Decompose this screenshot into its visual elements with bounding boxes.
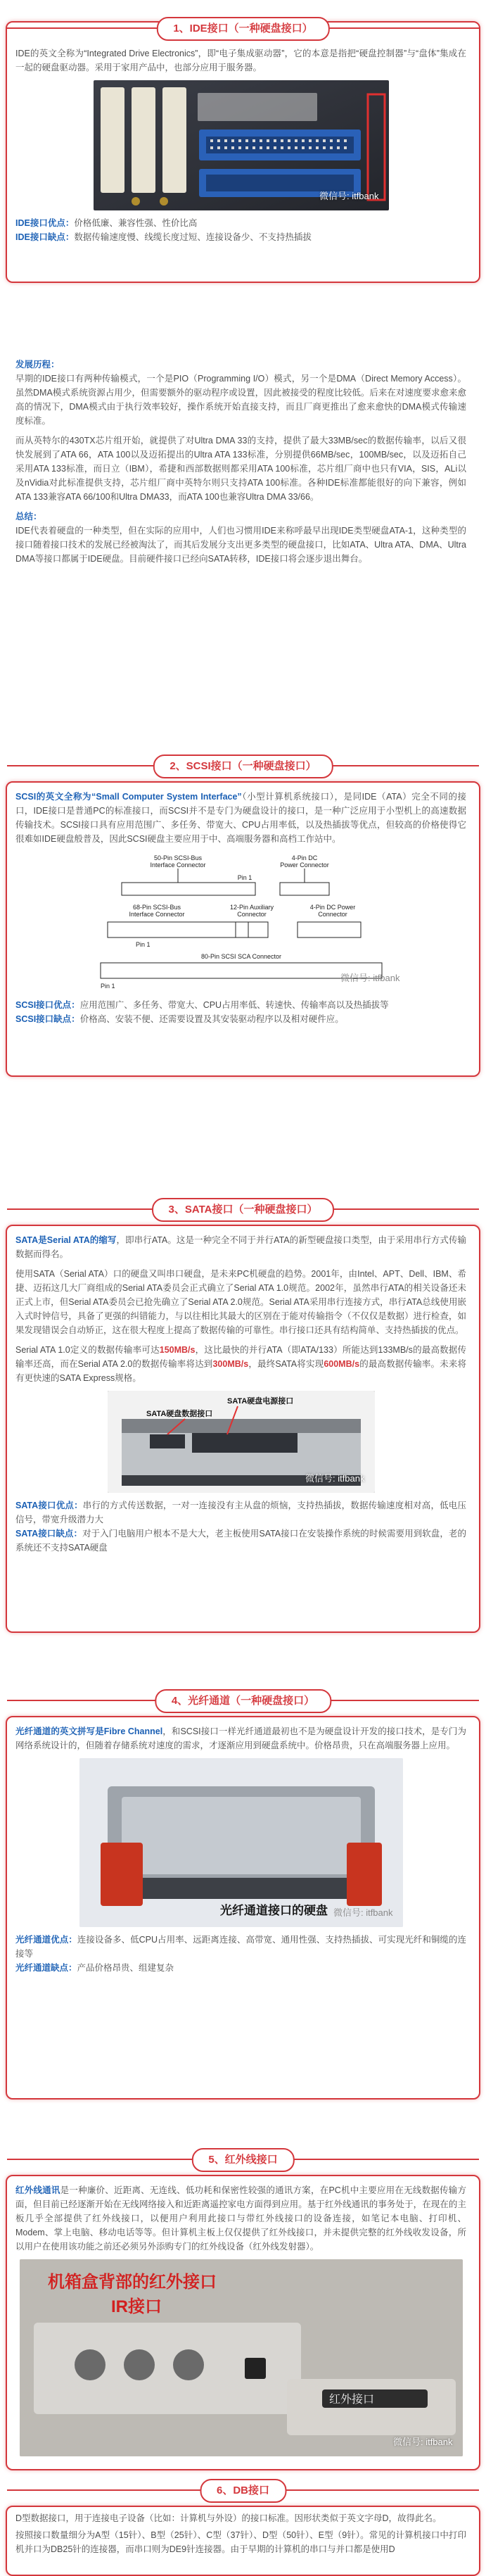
ide-summary-text: IDE代表着硬盘的一种类型，但在实际的应用中，人们也习惯用IDE来称呼最早出现IDE类型硬盘ATA-1，这种类型的接口随着接口技术的发展已经被淘汰了，而其后发展分支出更多类型的硬盘接口，比如ATA、Ultra ATA、DMA、Ultra DMA等接口都属于IDE硬盘。目前硬件接口已经向SATA转移，IDE接口将会逐步退出舞台。 xyxy=(15,526,466,564)
diag-4pin-b: 4-Pin DC Power xyxy=(309,904,355,911)
section-sata-header xyxy=(7,1197,479,1222)
fc-pros-text: 连接设备多、低CPU占用率、远距离连接、高带宽、通用性强、支持热插拔、可实现光纤和铜缆的连接等 xyxy=(15,1935,466,1959)
ide-summary-label: 总结： xyxy=(15,512,42,522)
diag-pin1-c: Pin 1 xyxy=(100,983,115,990)
sata-image-watermark: 微信号: itfbank xyxy=(305,1473,365,1484)
ide-motherboard-image xyxy=(94,80,389,210)
sata-p2: 使用SATA（Serial ATA）口的硬盘又叫串口硬盘，是未来PC机硬盘的趋势。2001年，由Intel、APT、Dell、IBM、希捷、迈拓这几大厂商组成的Serial ATA委员会正式确立了Serial ATA 1.0规范。2002年，虽然串行ATA的相关设备还未正式上市，但Serial ATA委员会已抢先确立了Serial ATA 2.0规范。Serial ATA采用串行连接方式，串行ATA总线使用嵌入式时钟信号，具备了更强的纠错能力，与以往相比其最大的区别在于能对传输指令（不仅仅是数据）进行检查，如果发现错误会自动矫正，这在很大程度上提高了数据传输的可靠性。串行接口还具有结构简单、支持热插拔的优点。 xyxy=(15,1269,466,1335)
ide-pros-text: 价格低廉、兼容性强、性价比高 xyxy=(74,218,198,228)
ide-pros-label: IDE接口优点： xyxy=(15,218,75,228)
sata-p3-e: ，最终SATA将实现 xyxy=(248,1359,324,1369)
fc-cons-label: 光纤通道缺点： xyxy=(15,1963,77,1973)
ide-cons xyxy=(15,230,466,244)
ide-image-watermark: 微信号: itfbank xyxy=(319,191,379,201)
diag-68pin-label: 68-Pin SCSI-Bus xyxy=(132,904,181,911)
scsi-cons-label: SCSI接口缺点： xyxy=(15,1014,80,1024)
sata-cons-text: 对于入门电脑用户根本不是大大，老主板使用SATA接口在安装操作系统的时候需要用到软盘，老的系统还不支持SATA硬盘 xyxy=(15,1529,467,1553)
section-scsi-title: 2、SCSI接口（一种硬盘接口） xyxy=(153,755,333,778)
section-ide-content xyxy=(15,46,466,250)
ide-pros xyxy=(15,216,466,230)
section-db-title: 6、DB接口 xyxy=(200,2479,286,2503)
ide-history-2: 而从英特尔的430TX芯片组开始，就提供了对Ultra DMA 33的支持，提供了最大33MB/sec的数据传输率，以后又很快发展到了ATA 66，ATA 100以及迈拓提出的Ultra ATA 133标准，分别提供66MB/sec，100MB/sec，以及迈拓自己采用ATA 133标准，而日立（IBM），希捷和西部数据则都采用ATA 100标准，芯片组厂商中也只有VIA，SIS，ALi以及nVidia对此标准提供支持，芯片组厂商中英特尔则只支持ATA 100标准。各种IDE标准都能很好的向下兼容，例如ATA 133兼容ATA 66/100和Ultra DMA33，而ATA 100也兼容Ultra DMA 33/66。 xyxy=(15,436,466,502)
ir-panel-svg xyxy=(20,2259,463,2456)
db-p1: D型数据接口，用于连接电子设备（比如：计算机与外设）的接口标准。因形状类似于英文字母D，故得此名。 xyxy=(15,2513,442,2523)
sata-p3-c: ，这比最快的并行ATA（即ATA/133）所能达到133MB/s的最高数据传输率还高，而在Serial ATA 2.0的数据传输率将达到 xyxy=(15,1345,466,1369)
section-fc-title: 4、光纤通道（一种硬盘接口） xyxy=(155,1689,331,1713)
sata-drive-image xyxy=(108,1391,375,1493)
section-ide-title: 1、IDE接口（一种硬盘接口） xyxy=(156,17,329,41)
scsi-intro xyxy=(15,790,466,846)
sata-pros-label: SATA接口优点： xyxy=(15,1501,83,1510)
section-sata-title: 3、SATA接口（一种硬盘接口） xyxy=(152,1198,335,1222)
diag-4pin-b-conn: Connector xyxy=(317,911,347,918)
ide-cons-label: IDE接口缺点： xyxy=(15,232,75,242)
sata-cons xyxy=(15,1527,466,1555)
sata-p3-b: 150MB/s xyxy=(159,1345,196,1355)
scsi-image-watermark: 微信号: itfbank xyxy=(340,973,400,983)
diag-4pin-pc: Power Connector xyxy=(279,861,329,869)
fc-pros-label: 光纤通道优点： xyxy=(15,1935,77,1945)
scsi-cons xyxy=(15,1012,466,1026)
fc-image-watermark: 微信号: itfbank xyxy=(333,1907,393,1918)
diag-80pin-label: 80-Pin SCSI SCA Connector xyxy=(200,953,281,960)
ir-intro-text: 是一种廉价、近距离、无连线、低功耗和保密性较强的通讯方案，在PC机中主要应用在无线数据传输方面，但目前已经逐渐开始在无线网络接入和近距离遥控家电方面得到应用。基于红外线通讯的事务处于，在现在的主板几乎全部提供了红外线接口，以便用户利用此接口与带红外线接口的设备连接，如笔记本电脑、打印机、Modem、掌上电脑、移动电话等等。但计算机主板上仅仅提供了红外线接口，并未提供完整的红外线收发设备，所以用户在使用该功能之前还必须另外添购专门的红外线设备（红外线发射器）。 xyxy=(15,2185,466,2252)
section-sata-content xyxy=(15,1233,466,1560)
ide-cons-text: 数据传输速度慢、线缆长度过短、连接设备少、不支持热插拔 xyxy=(74,232,312,242)
section-scsi-content xyxy=(15,790,466,1032)
diag-50pin-label: 50-Pin SCSI-Bus xyxy=(153,854,202,861)
scsi-pros xyxy=(15,998,466,1012)
sata-p3-d: 300MB/s xyxy=(212,1359,249,1369)
fc-intro xyxy=(15,1724,466,1753)
sata-cons-label: SATA接口缺点： xyxy=(15,1529,83,1539)
sata-p3-g: 的最高数据传输率。未来将有更快速的SATA Express规格。 xyxy=(15,1359,467,1383)
scsi-cons-text: 价格高、安装不便、还需要设置及其安装驱动程序以及相对硬件应。 xyxy=(79,1014,344,1024)
scsi-pros-label: SCSI接口优点： xyxy=(15,1000,80,1010)
sata-intro-text: ，即串行ATA。这是一种完全不同于并行ATA的新型硬盘接口类型，由于采用串行方式传输数据而得名。 xyxy=(15,1235,466,1259)
fc-drive-image xyxy=(79,1758,403,1927)
fc-cons xyxy=(15,1961,466,1975)
sata-pros xyxy=(15,1498,466,1527)
sata-power-label: SATA硬盘电源接口 xyxy=(226,1397,293,1406)
ir-img-text-3: 红外接口 xyxy=(328,2394,374,2406)
fc-img-caption: 光纤通道接口的硬盘 xyxy=(219,1904,328,1917)
section-ir-title: 5、红外线接口 xyxy=(191,2148,294,2172)
section-ir-content xyxy=(15,2183,466,2462)
diag-12pin-label: 12-Pin Auxiliary xyxy=(229,904,274,911)
fc-intro-text: ，和SCSI接口一样光纤通道最初也不是为硬盘设计开发的接口技术，是专门为网络系统设计的，但随着存储系统对速度的需求，才逐渐应用到硬盘系统中。价格昂贵，只在高端服务器上应用。 xyxy=(15,1726,466,1750)
sata-intro-highlight: SATA是Serial ATA的缩写 xyxy=(15,1235,117,1245)
ide-intro: IDE的英文全称为“Integrated Drive Electronics”，即“电子集成驱动器”，它的本意是指把“硬盘控制器”与“盘体”集成在一起的硬盘驱动器。采用于家用产品中，也部分应用于服务器。 xyxy=(15,49,466,72)
diag-12pin-conn: Connector xyxy=(236,911,267,918)
sata-p3-f: 600MB/s xyxy=(324,1359,360,1369)
section-ir-header xyxy=(7,2147,479,2172)
scsi-connector-diagram xyxy=(72,852,410,992)
ir-intro-highlight: 红外线通讯 xyxy=(15,2185,60,2195)
section-ide-history xyxy=(15,358,466,572)
fc-cons-text: 产品价格昂贵、组建复杂 xyxy=(77,1963,174,1973)
ide-history-label: 发展历程： xyxy=(15,360,60,370)
diag-4pin-label: 4-Pin DC xyxy=(291,854,317,861)
section-ide-header xyxy=(7,15,479,41)
ir-panel-image xyxy=(20,2259,463,2456)
fc-pros xyxy=(15,1933,466,1961)
fc-drive-svg xyxy=(79,1758,403,1927)
section-db-content xyxy=(15,2511,466,2566)
ir-img-text-2: IR接口 xyxy=(110,2297,162,2316)
sata-p3-a: Serial ATA 1.0定义的数据传输率可达 xyxy=(15,1345,160,1355)
scsi-intro-text: （小型计算机系统接口），是同IDE（ATA）完全不同的接口，IDE接口是普通PC的标准接口，而SCSI并不是专门为硬盘设计的接口，是一种广泛应用于小型机上的高速数据传输技术。SCSI接口具有应用范围广、多任务、带宽大、CPU占用率低，以及热插拔等优点，但较高的价格使得它很难如IDE硬盘般普及，因此SCSI硬盘主要应用于中、高端服务器和高档工作站中。 xyxy=(15,792,467,844)
diag-pin1-b: Pin 1 xyxy=(135,941,151,948)
fc-intro-highlight: 光纤通道的英文拼写是Fibre Channel xyxy=(15,1726,163,1736)
ide-history-1: 早期的IDE接口有两种传输模式，一个是PIO（Programming I/O）模式，另一个是DMA（Direct Memory Access）。虽然DMA模式系统资源占用少，但需要额外的驱动程序或设置，因此被接受的程度比较低。后来在对速度要求愈来愈高的情况下，DMA模式由于执行效率较好，操作系统开始直接支持，而且厂商更推出了愈来愈快的DMA模式传输速度标准。 xyxy=(15,374,466,426)
ir-img-text-1: 机箱盒背部的红外接口 xyxy=(47,2273,217,2292)
ir-image-watermark: 微信号: itfbank xyxy=(392,2437,453,2447)
sata-intro xyxy=(15,1233,466,1261)
section-fc-header xyxy=(7,1688,479,1713)
sata-pros-text: 串行的方式传送数据，一对一连接没有主从盘的烦恼，支持热插拔，数据传输速度相对高，低电压信号，带宽升级潜力大 xyxy=(15,1501,466,1524)
diag-pin1-a: Pin 1 xyxy=(237,874,252,881)
scsi-pros-text: 应用范围广、多任务、带宽大、CPU占用率低、转速快、传输率高以及热插拔等 xyxy=(79,1000,389,1010)
section-scsi-header xyxy=(7,753,479,778)
ir-intro xyxy=(15,2183,466,2254)
section-fc-content xyxy=(15,1724,466,1981)
section-db-header xyxy=(7,2477,479,2503)
diag-68pin-ifc: Interface Connector xyxy=(128,911,185,918)
scsi-intro-highlight: SCSI的英文全称为“Small Computer System Interface” xyxy=(15,792,242,802)
db-p2: 按照接口数量细分为A型（15针）、B型（25针）、C型（37针）、D型（50针）、E型（9针）。常见的计算机接口中打印机并口为DB25针的连接器，而串口则为DE9针连接器。由于早期的计算机的串口与并口都是使用D xyxy=(15,2530,466,2554)
sata-p3 xyxy=(15,1343,466,1385)
sata-data-label: SATA硬盘数据接口 xyxy=(146,1410,212,1418)
diag-50pin-ifc: Interface Connector xyxy=(149,861,206,869)
